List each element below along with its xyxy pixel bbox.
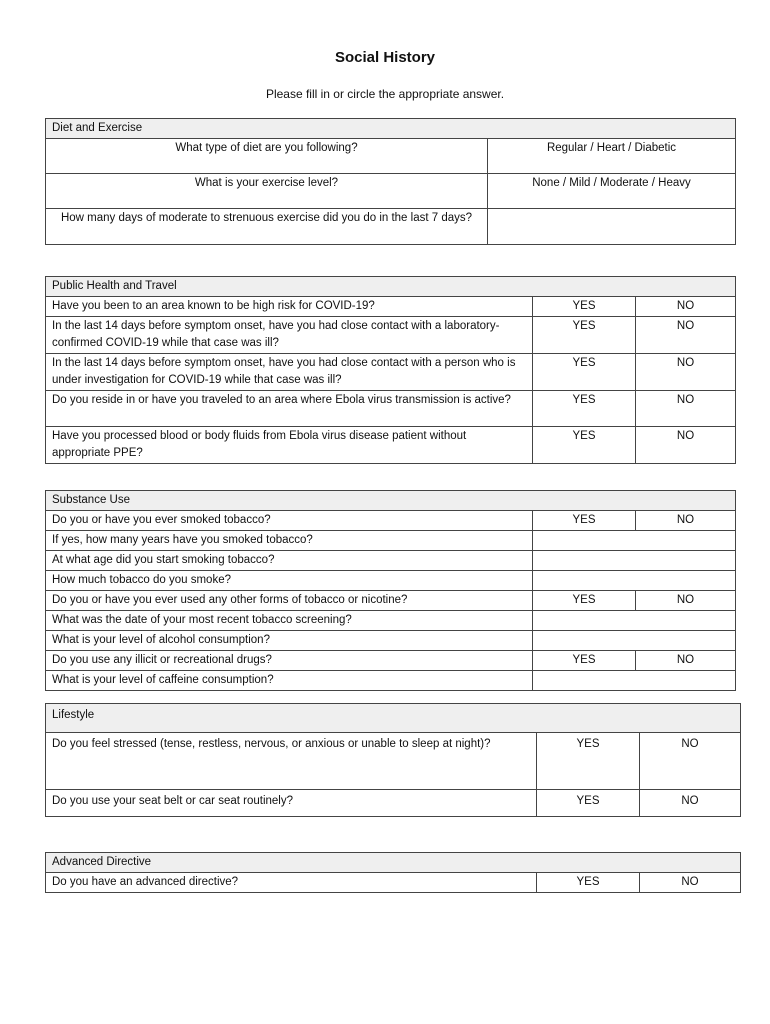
answer-field[interactable]	[533, 551, 736, 571]
yes-option[interactable]: YES	[533, 651, 636, 671]
no-option[interactable]: NO	[640, 733, 741, 790]
no-option[interactable]: NO	[636, 591, 736, 611]
exercise-days-question: How many days of moderate to strenuous exercise did you do in the last 7 days?	[46, 209, 488, 245]
yes-option[interactable]: YES	[537, 873, 640, 893]
section-header-substance: Substance Use	[46, 491, 736, 511]
section-header-public-health: Public Health and Travel	[46, 277, 736, 297]
no-option[interactable]: NO	[640, 790, 741, 817]
exercise-level-answer[interactable]: None / Mild / Moderate / Heavy	[488, 174, 736, 209]
lifestyle-table	[45, 703, 741, 817]
no-option[interactable]: NO	[636, 427, 736, 464]
answer-field[interactable]	[533, 671, 736, 691]
no-option[interactable]: NO	[636, 511, 736, 531]
substance-question: At what age did you start smoking tobacco?	[46, 551, 533, 571]
directive-question: Do you have an advanced directive?	[46, 873, 537, 893]
yes-option[interactable]: YES	[533, 427, 636, 464]
diet-type-question: What type of diet are you following?	[46, 139, 488, 174]
substance-question: If yes, how many years have you smoked tobacco?	[46, 531, 533, 551]
public-health-question: In the last 14 days before symptom onset, have you had close contact with a laboratory-confirmed COVID-19 while that case was ill?	[46, 317, 533, 354]
substance-question: Do you or have you ever smoked tobacco?	[46, 511, 533, 531]
exercise-days-answer-field[interactable]	[488, 209, 736, 245]
substance-question: What is your level of caffeine consumption?	[46, 671, 533, 691]
answer-field[interactable]	[533, 631, 736, 651]
public-health-table	[45, 276, 736, 464]
yes-option[interactable]: YES	[533, 297, 636, 317]
section-header-lifestyle: Lifestyle	[46, 704, 741, 733]
yes-option[interactable]: YES	[537, 733, 640, 790]
substance-question: Do you or have you ever used any other forms of tobacco or nicotine?	[46, 591, 533, 611]
section-header-diet: Diet and Exercise	[46, 119, 736, 139]
no-option[interactable]: NO	[636, 391, 736, 427]
instructions: Please fill in or circle the appropriate answer.	[265, 87, 505, 101]
no-option[interactable]: NO	[640, 873, 741, 893]
answer-field[interactable]	[533, 571, 736, 591]
no-option[interactable]: NO	[636, 651, 736, 671]
yes-option[interactable]: YES	[533, 591, 636, 611]
public-health-question: In the last 14 days before symptom onset, have you had close contact with a person who is under investigation for COVID-19 while that case was ill?	[46, 354, 533, 391]
page-title: Social History	[334, 49, 436, 66]
public-health-question: Do you reside in or have you traveled to an area where Ebola virus transmission is active?	[46, 391, 533, 427]
answer-field[interactable]	[533, 611, 736, 631]
yes-option[interactable]: YES	[533, 511, 636, 531]
section-header-directive: Advanced Directive	[46, 853, 741, 873]
yes-option[interactable]: YES	[533, 317, 636, 354]
lifestyle-question: Do you feel stressed (tense, restless, nervous, or anxious or unable to sleep at night)?	[46, 733, 537, 790]
lifestyle-question: Do you use your seat belt or car seat routinely?	[46, 790, 537, 817]
no-option[interactable]: NO	[636, 297, 736, 317]
advanced-directive-table	[45, 852, 741, 893]
exercise-level-question: What is your exercise level?	[46, 174, 488, 209]
substance-question: What is your level of alcohol consumption?	[46, 631, 533, 651]
yes-option[interactable]: YES	[533, 354, 636, 391]
substance-use-table	[45, 490, 736, 691]
substance-question: How much tobacco do you smoke?	[46, 571, 533, 591]
substance-question: Do you use any illicit or recreational drugs?	[46, 651, 533, 671]
public-health-question: Have you processed blood or body fluids from Ebola virus disease patient without appropriate PPE?	[46, 427, 533, 464]
diet-type-answer[interactable]: Regular / Heart / Diabetic	[488, 139, 736, 174]
yes-option[interactable]: YES	[537, 790, 640, 817]
public-health-question: Have you been to an area known to be high risk for COVID-19?	[46, 297, 533, 317]
yes-option[interactable]: YES	[533, 391, 636, 427]
no-option[interactable]: NO	[636, 354, 736, 391]
substance-question: What was the date of your most recent tobacco screening?	[46, 611, 533, 631]
answer-field[interactable]	[533, 531, 736, 551]
diet-exercise-table	[45, 118, 736, 245]
no-option[interactable]: NO	[636, 317, 736, 354]
